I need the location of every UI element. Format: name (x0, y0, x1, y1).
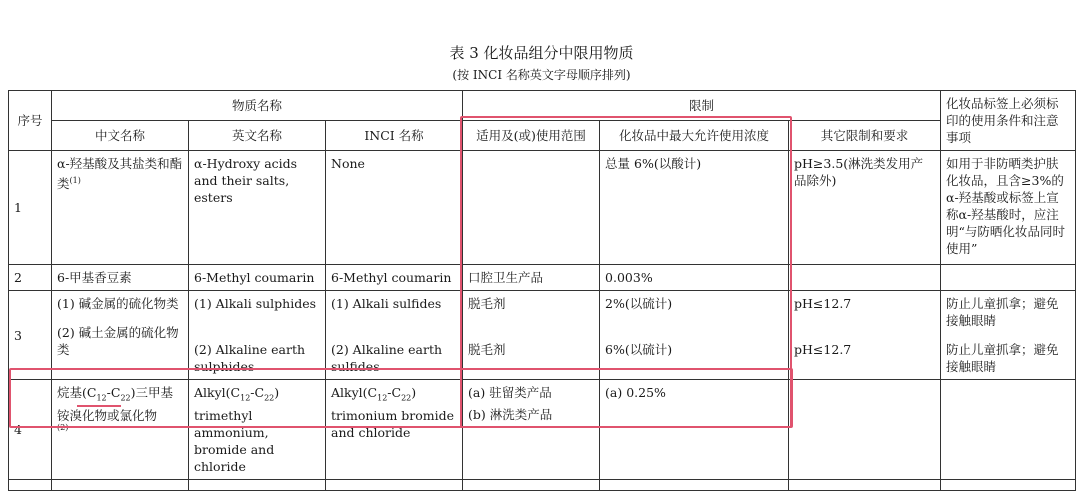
row-seq: 2 (9, 265, 52, 291)
row-seq: 4 (9, 380, 52, 480)
table-row-continuation (9, 479, 1076, 490)
row-scope: 口腔卫生产品 (463, 265, 600, 291)
sub-item-1: 防止儿童抓拿；避免接触眼睛 (946, 296, 1059, 328)
header-max-conc: 化妆品中最大允许使用浓度 (600, 121, 789, 151)
footnote-mark: (2) (57, 422, 69, 432)
row-max-conc: (a) 0.25% (600, 380, 789, 480)
header-row-1 (9, 91, 1076, 121)
header-label-conditions: 化妆品标签上必须标印的使用条件和注意事项 (941, 91, 1076, 151)
table-row (9, 151, 1076, 265)
restricted-substances-table (8, 90, 1076, 491)
header-seq: 序号 (9, 91, 52, 151)
row-cn-name: 烷基$(C_{12}-C_{22})$三甲基铵溴化物或氯化物 (2) (52, 380, 189, 480)
row-scope (463, 291, 600, 380)
row-scope (463, 151, 600, 265)
row-other-limits (789, 380, 941, 480)
row-en-name: 6-Methyl coumarin (189, 265, 326, 291)
row-other-limits: pH≥3.5(淋洗类发用产品除外) (789, 151, 941, 265)
header-scope: 适用及(或)使用范围 (463, 121, 600, 151)
row-seq: 3 (9, 291, 52, 380)
footnote-mark: (1) (69, 176, 81, 185)
header-en-name: 英文名称 (189, 121, 326, 151)
row-cn-name (52, 291, 189, 380)
row-inci-name: $Alkyl(C_{12}-C_{22})$ trimonium bromide and chloride (326, 380, 463, 480)
row-other-limits (789, 265, 941, 291)
sub-item-1: pH≤12.7 (794, 296, 852, 311)
row-seq: 1 (9, 151, 52, 265)
row-en-name (189, 291, 326, 380)
scope-a: (a) 驻留类产品 (468, 385, 552, 400)
cn-name-text: α-羟基酸及其盐类和酯类 (57, 156, 183, 192)
sub-item-2: 防止儿童抓拿；避免接触眼睛 (946, 342, 1059, 374)
row-cn-name: 6-甲基香豆素 (52, 265, 189, 291)
row-scope (463, 380, 600, 480)
sub-item-1: 2%(以硫计) (605, 296, 673, 311)
row-other-limits (789, 291, 941, 380)
row-en-name: $Alkyl(C_{12}-C_{22})$ trimethyl ammonium, bromide and chloride (189, 380, 326, 480)
sub-item-1: (1) 碱金属的硫化物类 (57, 296, 179, 311)
row-label (941, 291, 1076, 380)
sub-item-1: 脱毛剂 (468, 296, 506, 311)
table-subtitle: (按 INCI 名称英文字母顺序排列) (452, 68, 631, 82)
row-max-conc: 总量 6%(以酸计) (600, 151, 789, 265)
sub-item-2: 脱毛剂 (468, 342, 506, 357)
row-inci-name: 6-Methyl coumarin (326, 265, 463, 291)
row-label: 如用于非防晒类护肤化妆品，且含≥3%的α-羟基酸或标签上宣称α-羟基酸时，应注明“与防晒化妆品同时使用” (941, 151, 1076, 265)
sub-item-2: 6%(以硫计) (605, 342, 673, 357)
row-cn-name (52, 151, 189, 265)
sub-item-2: (2) 碱土金属的硫化物类 (57, 325, 179, 357)
row-max-conc: 0.003% (600, 265, 789, 291)
header-limit-group: 限制 (463, 91, 941, 121)
row-label (941, 265, 1076, 291)
sub-item-2: (2) Alkaline earth sulfides (331, 342, 443, 374)
sub-item-1: (1) Alkali sulfides (331, 296, 442, 311)
row-inci-name (326, 291, 463, 380)
table-row (9, 265, 1076, 291)
scope-b: (b) 淋洗类产品 (468, 407, 553, 422)
header-other-limits: 其它限制和要求 (789, 121, 941, 151)
table-row (9, 291, 1076, 380)
header-row-2 (9, 121, 1076, 151)
sub-item-2: (2) Alkaline earth sulphides (194, 342, 306, 374)
sub-item-1: (1) Alkali sulphides (194, 296, 317, 311)
row-en-name: α-Hydroxy acids and their salts, esters (189, 151, 326, 265)
table-title: 表 3 化妆品组分中限用物质 (449, 44, 634, 62)
row-label (941, 380, 1076, 480)
header-substance-group: 物质名称 (52, 91, 463, 121)
row-inci-name: None (326, 151, 463, 265)
header-cn-name: 中文名称 (52, 121, 189, 151)
row-max-conc (600, 291, 789, 380)
table-row (9, 380, 1076, 480)
header-inci-name: INCI 名称 (326, 121, 463, 151)
sub-item-2: pH≤12.7 (794, 342, 852, 357)
